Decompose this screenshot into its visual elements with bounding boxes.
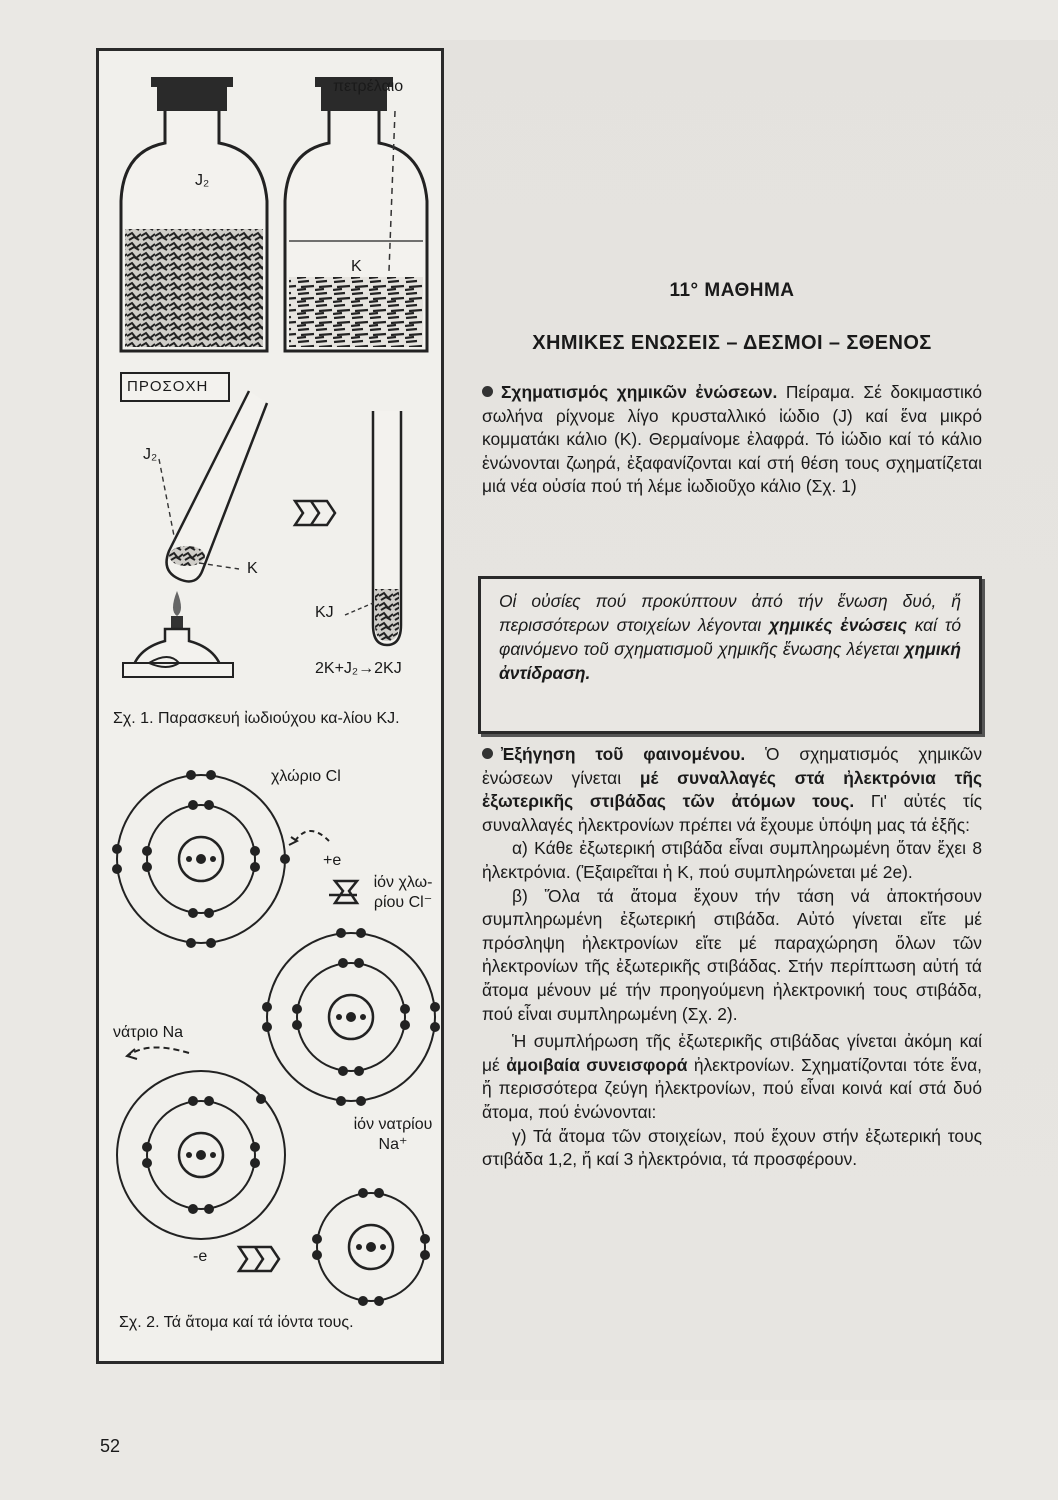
arrow-down-icon xyxy=(329,881,357,903)
chlorine-atom-diagram xyxy=(112,770,329,948)
label-potassium-tube: K xyxy=(247,560,258,577)
section-explanation-heading: Ἐξήγηση τοῦ φαινομένου. xyxy=(501,744,746,764)
term-chemical-compounds: χημικές ἐνώσεις xyxy=(769,615,907,635)
label-electron-loss: -e xyxy=(193,1248,208,1265)
definition-text-1: Οἱ οὐσίες πού προκύπτουν ἀπό τήν ἕνωση δυό, ἤ περισσότερων στοιχείων λέγονται xyxy=(499,591,961,635)
section-formation xyxy=(482,381,982,499)
section-explanation-text-2: Γι' αὐτές τίς συναλλαγές ἠλεκτρονίων πρέπει νά ἔχουμε ὑπόψη μας τά ἑξῆς: xyxy=(482,791,982,835)
figure-illustrations xyxy=(99,51,441,1361)
figure-2-caption: Σχ. 2. Τά ἄτομα καί τά ἰόντα τους. xyxy=(119,1314,354,1331)
figure-panel xyxy=(96,48,444,1364)
arrow-right-icon xyxy=(239,1247,279,1271)
warning-label: ΠΡΟΣΟΧΗ xyxy=(127,378,209,395)
label-chloride-ion: ἰόν χλω-ρίου Cl⁻ xyxy=(373,874,433,911)
heated-test-tube xyxy=(159,391,267,581)
section-explanation xyxy=(482,743,982,1172)
arrow-right-icon xyxy=(295,501,335,525)
section-explanation-key-phrase: μέ συναλλαγές στά ἠλεκτρόνια τῆς ἐξωτερικῆς στιβάδας τῶν ἀτόμων τους. xyxy=(482,767,983,812)
label-sodium: νάτριο Na xyxy=(113,1024,184,1041)
label-potassium-iodide: KJ xyxy=(315,604,334,621)
sodium-atom-diagram xyxy=(117,1047,285,1239)
definition-text-2: καί τό φαινόμενο τοῦ σχηματισμοῦ χημικῆς ἕνωσης λέγεται xyxy=(499,615,961,659)
para-c-text-2: ἠλεκτρονίων. Σχηματίζονται τότε ἕνα, ἤ περισσότερα ζεύγη ἠλεκτρονίων, πού εἶναι κοινά καί στά δυό ἄτομα, πού ἑνώνονται: xyxy=(482,1054,982,1122)
label-potassium-bottle: K xyxy=(351,258,362,275)
label-iodine-tube: J₂ xyxy=(143,446,158,463)
iodine-bottle xyxy=(121,77,267,351)
term-chemical-reaction: χημική ἀντίδραση. xyxy=(499,639,961,683)
alcohol-burner xyxy=(123,591,233,677)
potassium-bottle xyxy=(285,77,427,351)
item-b: β) Ὅλα τά ἄτομα ἔχουν τήν τάση νά ἀποκτήσουν συμπληρωμένη ἐξωτερική στιβάδα. Αὐτό γίνεται εἴτε μέ πρόσληψη ἠλεκτρονίων εἴτε μέ παραχώρηση ὅλων τῶν ἠλεκτρονίων τῆς ἐξωτερικῆς στιβάδας. Στήν περίπτωση αὐτή τά ἄτομα μένουν μέ τήν προηγούμενη ἠλεκτρονική τους στιβάδα, πού εἶναι συμπληρωμένη (Σχ. 2). xyxy=(482,885,982,1024)
label-chlorine: χλώριο Cl xyxy=(271,768,341,785)
lesson-title: ΧΗΜΙΚΕΣ ΕΝΩΣΕΙΣ – ΔΕΣΜΟΙ – ΣΘΕΝΟΣ xyxy=(532,332,932,354)
label-iodine-bottle: J₂ xyxy=(195,172,210,189)
section-formation-text: Πείραμα. Σέ δοκιμαστικό σωλήνα ρίχνομε λίγο κρυσταλλικό ἰώδιο (J) καί ἕνα μικρό κομματάκι κάλιο (K). Θερμαίνομε ἐλαφρά. Τό ἰώδιο καί τό κάλιο ἑνώνονται ζωηρά, ἐξαφανίζονται καί στή θέση τους σχηματίζεται μιά νέα οὐσία πού τή λέμε ἰωδιοῦχο κάλιο (Σχ. 1) xyxy=(482,382,982,497)
section-explanation-text-1: Ὁ σχηματισμός χημικῶν ἐνώσεων γίνεται xyxy=(482,744,983,788)
bullet-icon xyxy=(482,748,493,759)
definition-box xyxy=(478,576,982,734)
para-c-text-1: Ἡ συμπλήρωση τῆς ἐξωτερικῆς στιβάδας γίνεται ἀκόμη καί μέ xyxy=(482,1031,982,1075)
lesson-number: 11° ΜΑΘΗΜΑ xyxy=(669,280,795,301)
label-sodium-ion: ἰόν νατρίου Na⁺ xyxy=(353,1116,433,1153)
product-test-tube xyxy=(345,411,401,645)
item-g: γ) Τά ἄτομα τῶν στοιχείων, πού ἔχουν στήν ἐξωτερική τους στιβάδα 1,2, ἤ καί 3 ἠλεκτρόνια, τά προσφέρουν. xyxy=(482,1125,982,1170)
figure-1-caption: Σχ. 1. Παρασκευή ἰωδιούχου κα-λίου KJ. xyxy=(113,710,400,727)
page-number: 52 xyxy=(100,1436,121,1456)
bullet-icon xyxy=(482,386,493,397)
sodium-ion-diagram xyxy=(312,1188,430,1306)
section-formation-heading: Σχηματισμός χημικῶν ἐνώσεων. xyxy=(501,382,778,402)
chloride-ion-diagram xyxy=(262,928,440,1106)
label-petroleum: πετρέλαιο xyxy=(333,78,404,95)
label-electron-gain: +e xyxy=(323,852,342,869)
term-mutual-contribution: ἀμοιβαία συνεισφορά xyxy=(506,1054,688,1075)
item-a: α) Κάθε ἐξωτερική στιβάδα εἶναι συμπληρωμένη ὅταν ἔχει 8 ἠλεκτρόνια. (Ἐξαιρεῖται ἡ K, πού συμπληρώνεται μέ 2e). xyxy=(482,838,982,882)
reaction-equation: 2K+J₂→2KJ xyxy=(315,660,402,677)
